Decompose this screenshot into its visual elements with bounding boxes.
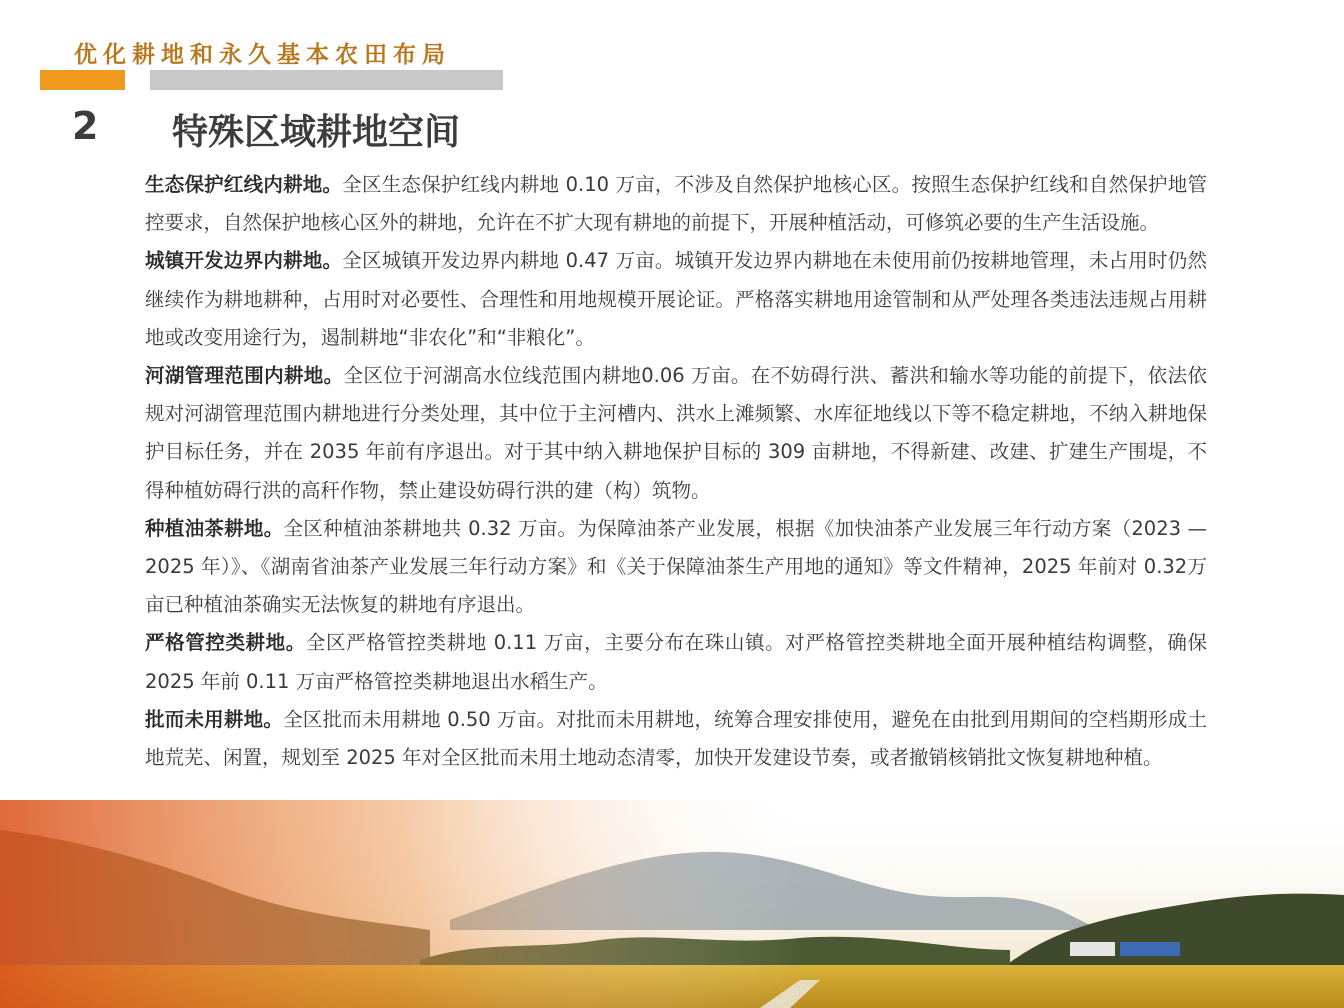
paragraph-heading: 生态保护红线内耕地。 [145, 173, 343, 196]
paragraph [145, 357, 1207, 510]
body-text [145, 166, 1207, 777]
paragraph [145, 510, 1207, 625]
sunset-glow [0, 800, 1344, 1008]
header-divider-bar [150, 70, 503, 90]
paragraph-heading: 种植油茶耕地。 [145, 516, 284, 540]
paragraph-heading: 城镇开发边界内耕地。 [145, 249, 343, 273]
section-title: 特殊区域耕地空间 [172, 112, 461, 153]
paragraph [145, 242, 1207, 357]
paragraph-text: 全区城镇开发边界内耕地 0.47 万亩。城镇开发边界内耕地在未使用前仍按耕地管理，未占用时仍然继续作为耕地耕种，占用时对必要性、合理性和用地规模开展论证。严格落实耕地用途管制和从严处理各类违法违规占用耕地或改变用途行为，遏制耕地“非农化”和“非粮化”。 [145, 249, 1207, 349]
header-accent-bar [40, 70, 125, 90]
paragraph-text: 全区严格管控类耕地 0.11 万亩，主要分布在珠山镇。对严格管控类耕地全面开展种植结构调整，确保 2025 年前 0.11 万亩严格管控类耕地退出水稻生产。 [145, 631, 1207, 693]
paragraph-text: 全区生态保护红线内耕地 0.10 万亩，不涉及自然保护地核心区。按照生态保护红线和自然保护地管控要求，自然保护地核心区外的耕地，允许在不扩大现有耕地的前提下，开展种植活动，可修筑必要的生产生活设施。 [145, 173, 1207, 235]
paragraph [145, 624, 1207, 700]
paragraph-text: 全区批而未用耕地 0.50 万亩。对批而未用耕地，统筹合理安排使用，避免在由批到用期间的空档期形成土地荒芜、闲置，规划至 2025 年对全区批而未用土地动态清零，加快开发建设节奏，或者撤销核销批文恢复耕地种植。 [145, 707, 1207, 770]
section-number: 2 [72, 104, 99, 148]
paragraph-heading: 河湖管理范围内耕地。 [145, 364, 344, 388]
paragraph [145, 166, 1207, 242]
paragraph-text: 全区位于河湖高水位线范围内耕地0.06 万亩。在不妨碍行洪、蓄洪和输水等功能的前提下，依法依规对河湖管理范围内耕地进行分类处理，其中位于主河槽内、洪水上滩频繁、水库征地线以下等不稳定耕地，不纳入耕地保护目标任务，并在 2035 年前有序退出。对于其中纳入耕地保护目标的 309 亩耕地，不得新建、改建、扩建生产围堤，不得种植妨碍行洪的高秆作物，禁止建设妨碍行洪的建（构）筑物。 [145, 364, 1207, 502]
paragraph-heading: 批而未用耕地。 [145, 707, 284, 731]
paragraph [145, 701, 1207, 777]
header-title: 优化耕地和永久基本农田布局 [74, 42, 451, 68]
paragraph-text: 全区种植油茶耕地共 0.32 万亩。为保障油茶产业发展，根据《加快油茶产业发展三年行动方案（2023 —2025 年）》、《湖南省油茶产业发展三年行动方案》和《关于保障油茶生产用地的通知》等文件精神，2025 年前对 0.32万亩已种植油茶确实无法恢复的耕地有序退出。 [145, 516, 1207, 617]
rural-landscape-illustration [0, 800, 1344, 1008]
paragraph-heading: 严格管控类耕地。 [145, 631, 306, 655]
